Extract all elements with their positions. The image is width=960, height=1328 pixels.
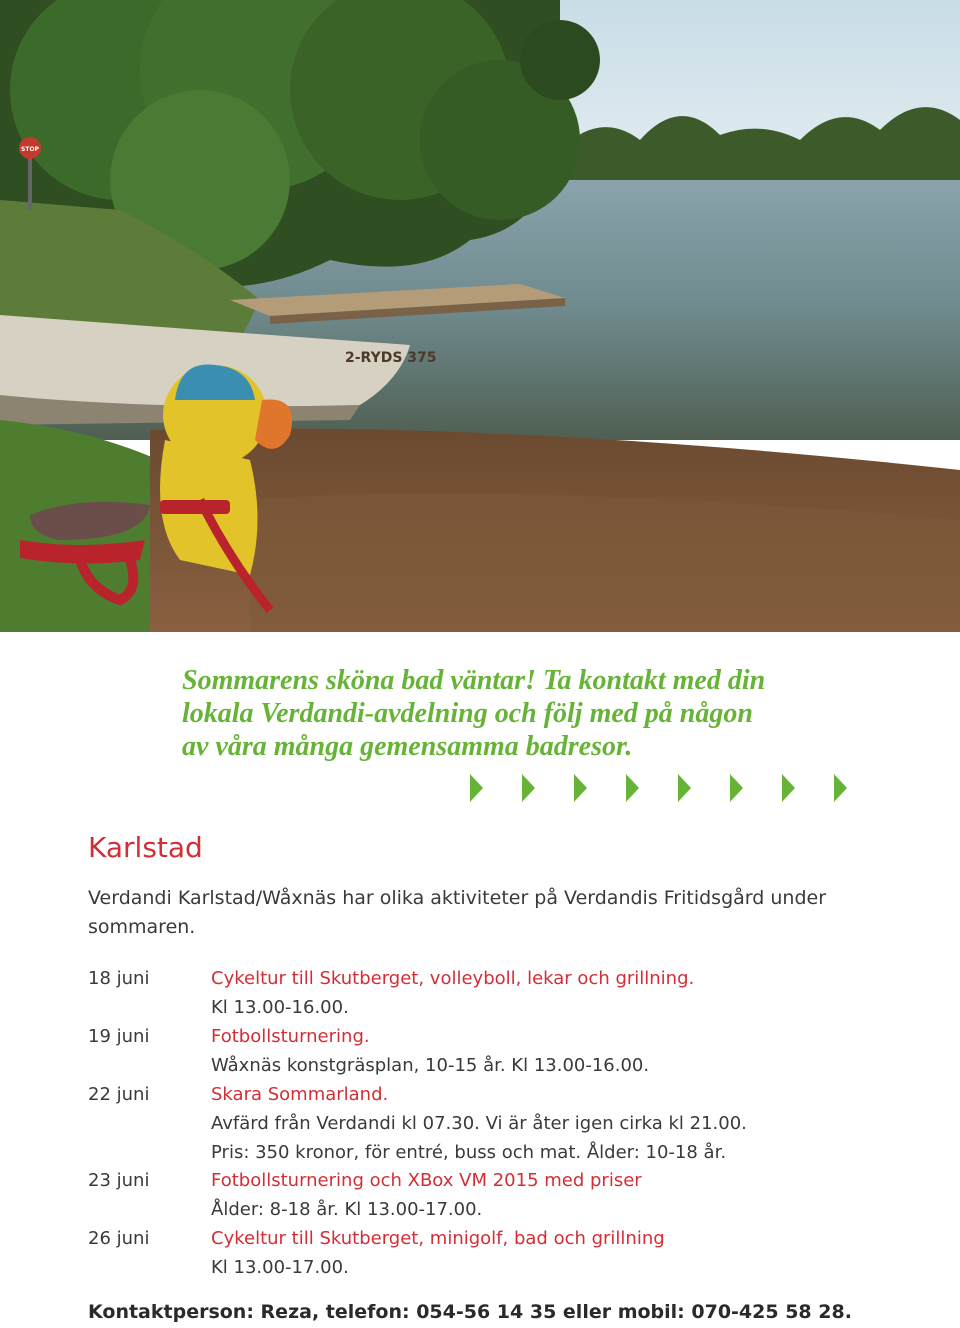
lead-paragraph: Verdandi Karlstad/Wåxnäs har olika aktiviteter på Verdandis Fritidsgård under sommaren. xyxy=(88,887,827,938)
event-date: 23 juni xyxy=(88,1170,150,1191)
intro-text xyxy=(182,664,882,763)
triangle-arrow-icon xyxy=(834,774,847,802)
event-title: Skara Sommarland. xyxy=(211,1084,389,1105)
event-detail: Pris: 350 kronor, för entré, buss och mat. Ålder: 10-18 år. xyxy=(211,1142,727,1163)
event-title: Fotbollsturnering och XBox VM 2015 med priser xyxy=(211,1170,642,1191)
triangle-arrow-icon xyxy=(470,774,483,802)
triangle-arrow-icon xyxy=(678,774,691,802)
arrow-row xyxy=(470,774,850,804)
event-detail: Avfärd från Verdandi kl 07.30. Vi är åter igen cirka kl 21.00. xyxy=(211,1113,747,1134)
event-date: 19 juni xyxy=(88,1026,150,1047)
event-date: 22 juni xyxy=(88,1084,150,1105)
event-detail: Wåxnäs konstgräsplan, 10-15 år. Kl 13.00-16.00. xyxy=(211,1055,650,1076)
event-title: Fotbollsturnering. xyxy=(211,1026,370,1047)
intro-line: Sommarens sköna bad väntar! Ta kontakt med din xyxy=(182,665,766,696)
event-date: 18 juni xyxy=(88,968,150,989)
event-detail: Kl 13.00-17.00. xyxy=(211,1257,349,1278)
event-date: 26 juni xyxy=(88,1228,150,1249)
section-heading: Karlstad xyxy=(88,831,203,864)
intro-line: lokala Verdandi-avdelning och följ med på någon xyxy=(182,698,753,729)
event-detail: Kl 13.00-16.00. xyxy=(211,997,349,1018)
triangle-arrow-icon xyxy=(730,774,743,802)
event-detail: Ålder: 8-18 år. Kl 13.00-17.00. xyxy=(211,1199,483,1220)
triangle-arrow-icon xyxy=(574,774,587,802)
contact-line: Kontaktperson: Reza, telefon: 054-56 14 35 eller mobil: 070-425 58 28. xyxy=(88,1301,852,1323)
lake-photo xyxy=(0,0,960,632)
triangle-arrow-icon xyxy=(522,774,535,802)
triangle-arrow-icon xyxy=(626,774,639,802)
event-title: Cykeltur till Skutberget, volleyboll, lekar och grillning. xyxy=(211,968,695,989)
boat-label: 2-RYDS 375 xyxy=(345,350,437,366)
intro-line: av våra många gemensamma badresor. xyxy=(182,731,633,762)
stop-sign-label: STOP xyxy=(21,146,39,153)
event-title: Cykeltur till Skutberget, minigolf, bad och grillning xyxy=(211,1228,665,1249)
triangle-arrow-icon xyxy=(782,774,795,802)
